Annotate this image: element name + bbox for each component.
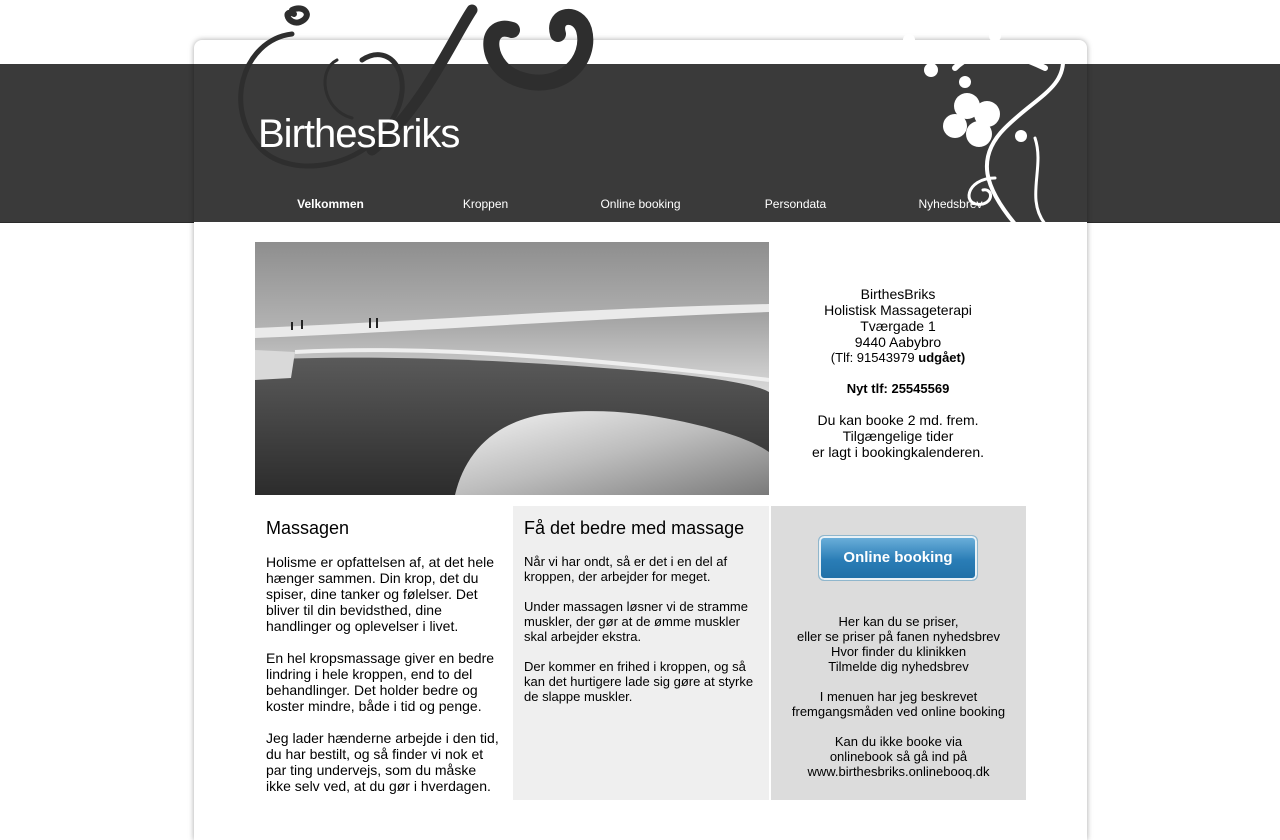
booking-line-8: onlinebook så gå ind på <box>829 749 968 764</box>
nav-item-online-booking[interactable]: Online booking <box>600 197 681 211</box>
massage-paragraph-1: Holisme er opfattelsen af, at det hele hænger sammen. Din krop, det du spiser, dine tanker og følelser. Det bliver til din bevidsthed, dine handlinger og oplevelser i livet. <box>266 554 495 634</box>
booking-url[interactable]: www.birthesbriks.onlinebooq.dk <box>807 764 990 779</box>
site-title[interactable]: BirthesBriks <box>258 112 460 156</box>
booking-line-4: Tilmelde dig nyhedsbrev <box>828 659 969 674</box>
main-nav <box>253 197 1028 213</box>
old-phone-status: udgået) <box>918 350 966 365</box>
hero-image <box>255 242 769 495</box>
nav-item-velkommen[interactable]: Velkommen <box>297 197 364 211</box>
old-phone-number: (Tlf: 91543979 <box>830 350 919 365</box>
booking-line-1: Her kan du se priser, <box>838 614 959 629</box>
nav-item-nyhedsbrev[interactable]: Nyhedsbrev <box>918 197 983 211</box>
contact-city: 9440 Aabybro <box>854 334 942 350</box>
booking-line-2: eller se priser på fanen nyhedsbrev <box>796 629 1001 644</box>
booking-note-2: Tilgængelige tider <box>842 428 954 444</box>
better-section <box>513 506 769 800</box>
flower-ornament <box>895 28 1075 224</box>
online-booking-button[interactable]: Online booking <box>818 535 978 581</box>
booking-line-7: Kan du ikke booke via <box>834 734 963 749</box>
contact-old-phone <box>771 350 1025 366</box>
contact-new-phone: Nyt tlf: 25545569 <box>846 381 950 396</box>
booking-line-3: Hvor finder du klinikken <box>830 644 967 659</box>
booking-line-5: I menuen har jeg beskrevet <box>819 689 978 704</box>
contact-street: Tværgade 1 <box>860 318 936 334</box>
nav-item-kroppen[interactable]: Kroppen <box>462 197 509 211</box>
booking-note-1: Du kan booke 2 md. frem. <box>817 412 979 428</box>
contact-subtitle: Holistisk Massageterapi <box>824 302 972 318</box>
booking-line-6: fremgangsmåden ved online booking <box>791 704 1006 719</box>
massage-paragraph-2: En hel kropsmassage giver en bedre lindring i hele kroppen, end to del behandlinger. Det holder bedre og koster mindre, både i tid og penge. <box>266 650 495 714</box>
better-paragraph-2: Under massagen løsner vi de stramme muskler, der gør at de ømme muskler skal arbejder ekstra. <box>524 599 748 644</box>
contact-info <box>771 286 1025 460</box>
massage-section <box>255 506 512 800</box>
nav-item-persondata[interactable]: Persondata <box>764 197 827 211</box>
booking-note-3: er lagt i bookingkalenderen. <box>811 444 984 460</box>
massage-title: Massagen <box>266 518 350 538</box>
better-paragraph-1: Når vi har ondt, så er det i en del af kroppen, der arbejder for meget. <box>524 554 728 584</box>
booking-section <box>771 506 1026 800</box>
contact-name: BirthesBriks <box>860 286 936 302</box>
better-title: Få det bedre med massage <box>524 518 745 538</box>
better-paragraph-3: Der kommer en frihed i kroppen, og så kan det hurtigere lade sig gøre at styrke de slappe muskler. <box>524 659 754 704</box>
massage-paragraph-3: Jeg lader hænderne arbejde i den tid, du har bestilt, og så finder vi nok et par ting undervejs, som du måske ikke selv ved, at du gør i hverdagen. <box>266 730 499 794</box>
